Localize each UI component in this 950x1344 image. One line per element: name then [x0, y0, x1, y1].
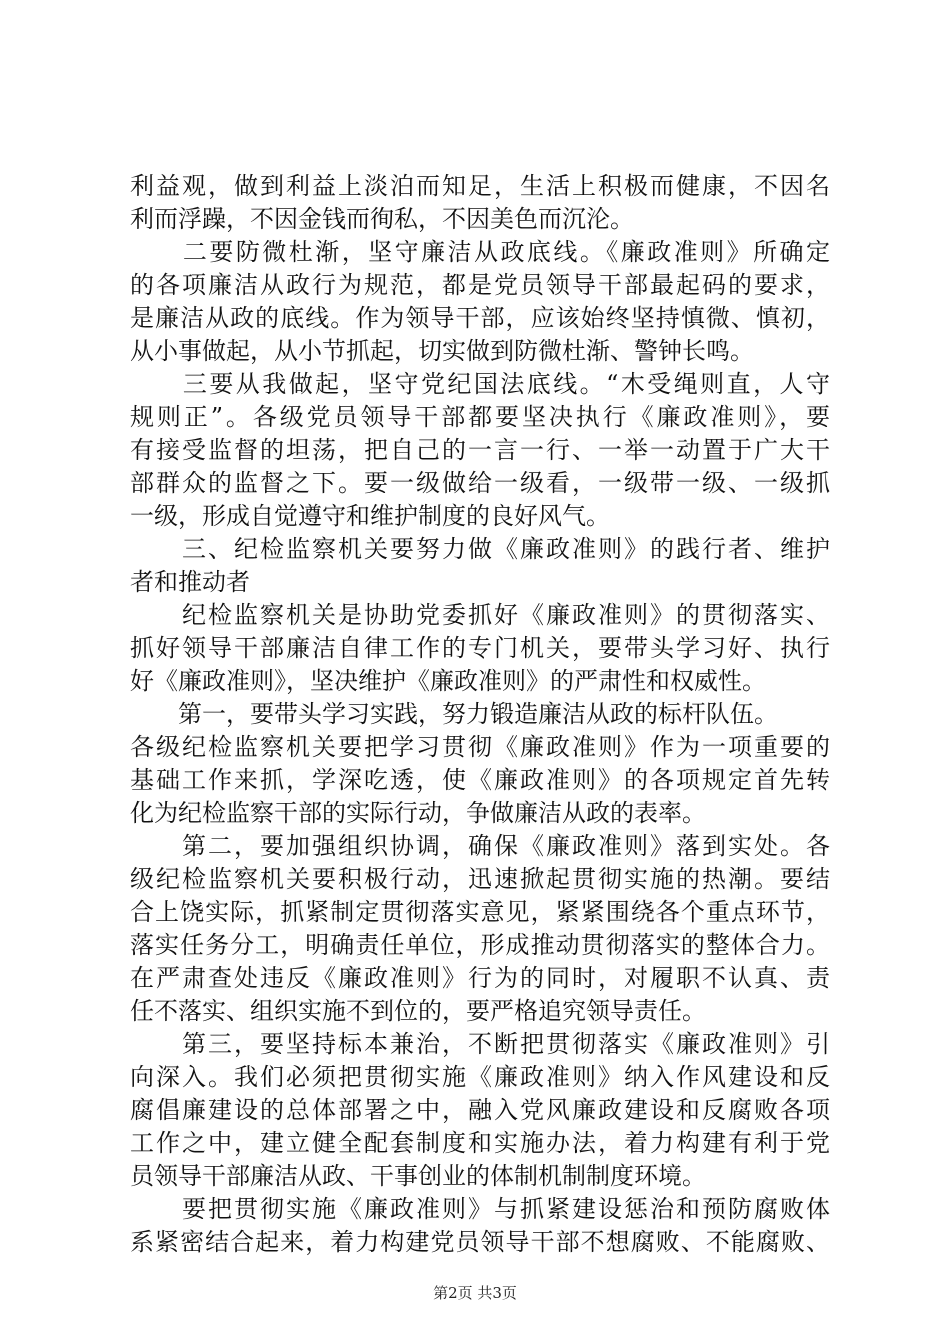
text-line: 向深入。我们必须把贯彻实施《廉政准则》纳入作风建设和反: [130, 1063, 830, 1091]
text-line: 是廉洁从政的底线。作为领导干部，应该始终坚持慎微、慎初，: [130, 304, 830, 332]
text-line: 合上饶实际，抓紧制定贯彻落实意见，紧紧围绕各个重点环节，: [130, 898, 830, 926]
text-line: 的各项廉洁从政行为规范，都是党员领导干部最起码的要求，: [130, 271, 830, 299]
text-line: 纪检监察机关是协助党委抓好《廉政准则》的贯彻落实、: [130, 601, 830, 629]
text-line: 第三，要坚持标本兼治，不断把贯彻落实《廉政准则》引: [130, 1030, 830, 1058]
text-line: 员领导干部廉洁从政、干事创业的体制机制制度环境。: [130, 1162, 706, 1190]
text-line: 有接受监督的坦荡，把自己的一言一行、一举一动置于广大干: [130, 436, 830, 464]
text-line: 各级纪检监察机关要把学习贯彻《廉政准则》作为一项重要的: [130, 733, 830, 761]
text-line: 腐倡廉建设的总体部署之中，融入党风廉政建设和反腐败各项: [130, 1096, 830, 1124]
section-heading-continued: 者和推动者: [130, 568, 250, 596]
text-line: 二要防微杜渐，坚守廉洁从政底线。《廉政准则》所确定: [130, 238, 830, 266]
text-line: 三要从我做起，坚守党纪国法底线。“木受绳则直，人守: [130, 370, 830, 398]
text-line: 在严肃查处违反《廉政准则》行为的同时，对履职不认真、责: [130, 964, 830, 992]
text-line: 好《廉政准则》，坚决维护《廉政准则》的严肃性和权威性。: [130, 667, 766, 695]
text-line: 从小事做起，从小节抓起，切实做到防微杜渐、警钟长鸣。: [130, 337, 754, 365]
text-line: 化为纪检监察干部的实际行动，争做廉洁从政的表率。: [130, 799, 706, 827]
text-line: 基础工作来抓，学深吃透，使《廉政准则》的各项规定首先转: [130, 766, 830, 794]
text-line: 落实任务分工，明确责任单位，形成推动贯彻落实的整体合力。: [130, 931, 830, 959]
text-line: 第二，要加强组织协调，确保《廉政准则》落到实处。各: [130, 832, 830, 860]
text-line: 工作之中，建立健全配套制度和实施办法，着力构建有利于党: [130, 1129, 830, 1157]
text-line: 部群众的监督之下。要一级做给一级看，一级带一级、一级抓: [130, 469, 830, 497]
text-line: 级纪检监察机关要积极行动，迅速掀起贯彻实施的热潮。要结: [130, 865, 830, 893]
text-line: 抓好领导干部廉洁自律工作的专门机关，要带头学习好、执行: [130, 634, 830, 662]
text-line: 利益观，做到利益上淡泊而知足，生活上积极而健康，不因名: [130, 172, 830, 200]
section-heading: 三、纪检监察机关要努力做《廉政准则》的践行者、维护: [130, 535, 830, 563]
text-line: 利而浮躁，不因金钱而徇私，不因美色而沉沦。: [130, 205, 634, 233]
text-line: 第一，要带头学习实践，努力锻造廉洁从政的标杆队伍。: [130, 700, 778, 728]
text-line: 系紧密结合起来，着力构建党员领导干部不想腐败、不能腐败、: [130, 1228, 830, 1256]
text-line: 一级，形成自觉遵守和维护制度的良好风气。: [130, 502, 610, 530]
body-text: [130, 170, 830, 1259]
text-line: 要把贯彻实施《廉政准则》与抓紧建设惩治和预防腐败体: [130, 1195, 830, 1223]
page-number-footer: 第2页 共3页: [433, 1284, 517, 1302]
text-line: 规则正”。各级党员领导干部都要坚决执行《廉政准则》，要: [130, 403, 830, 431]
text-line: 任不落实、组织实施不到位的，要严格追究领导责任。: [130, 997, 706, 1025]
